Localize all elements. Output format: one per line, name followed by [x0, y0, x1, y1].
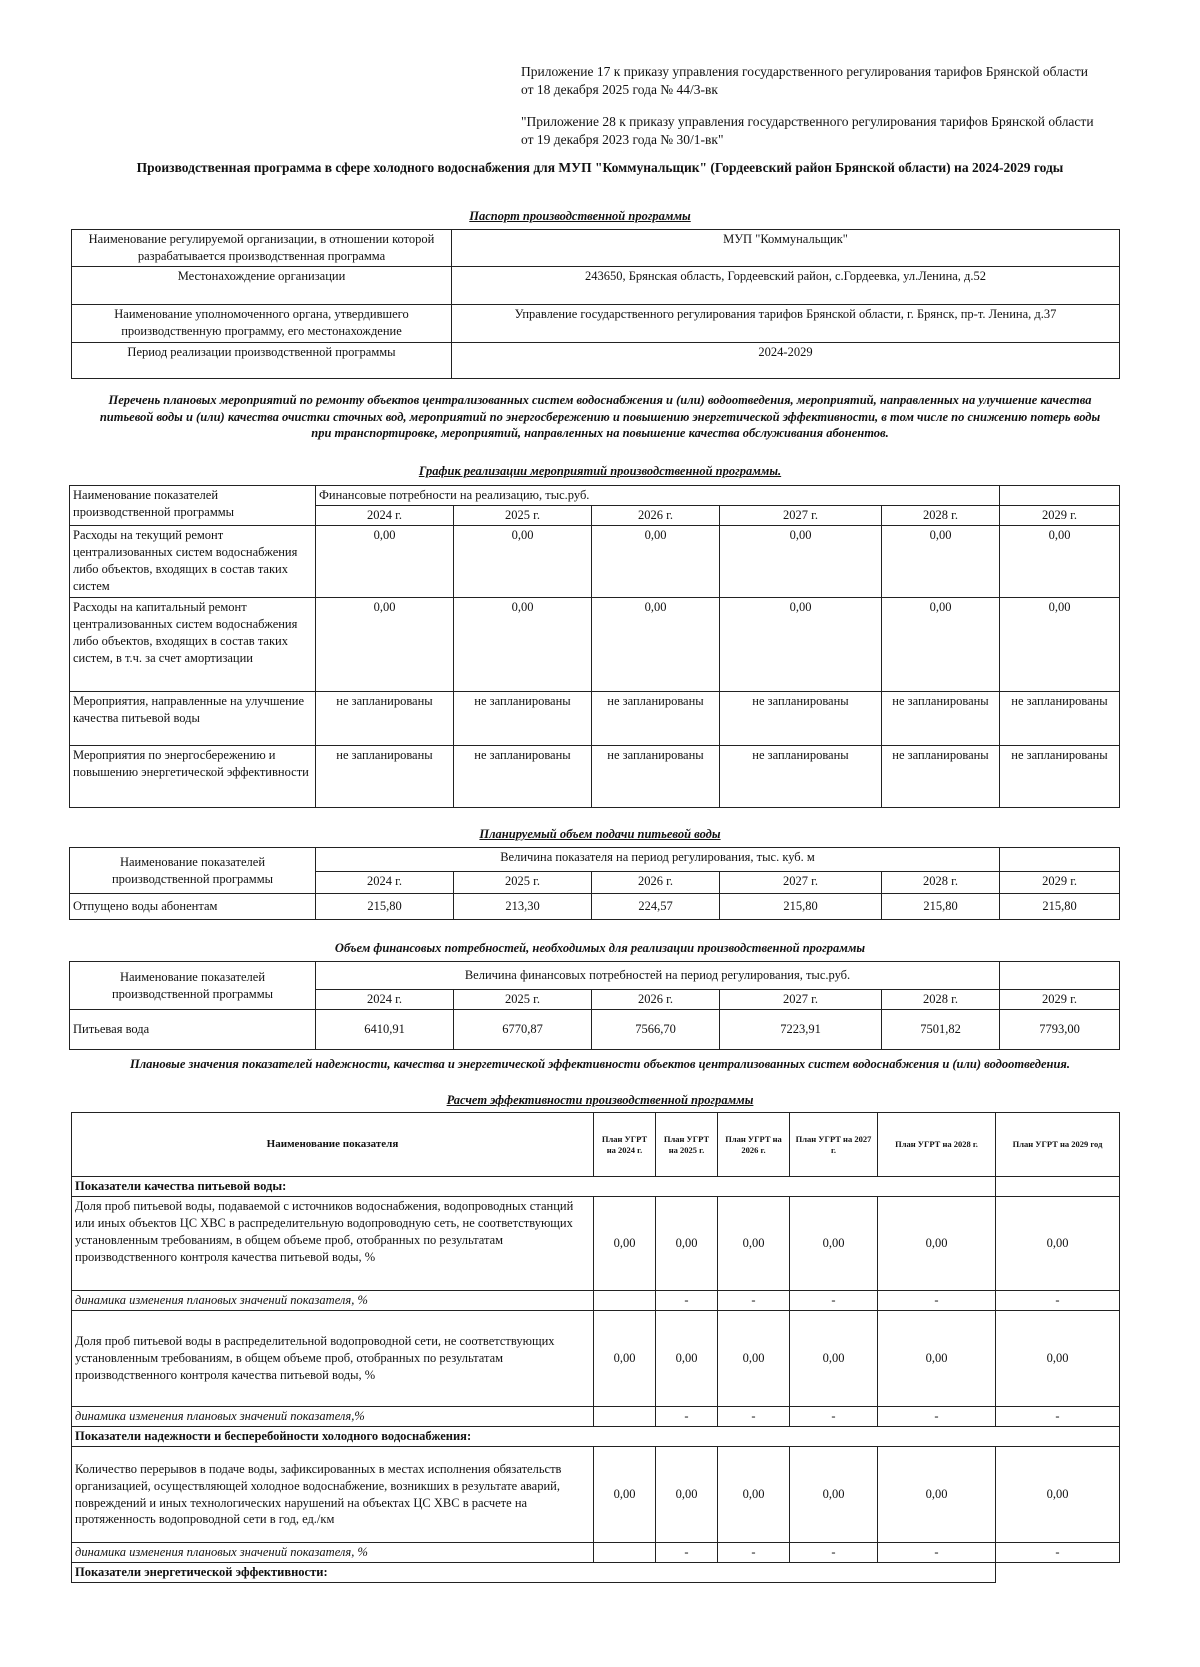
- section-heading: Показатели энергетической эффективности:: [72, 1563, 996, 1583]
- passport-value: МУП "Коммунальщик": [452, 230, 1120, 267]
- dynamics-row: [72, 1407, 1120, 1427]
- indicators-head-row: [72, 1113, 1120, 1177]
- measures-table: [69, 485, 1120, 808]
- year-header: 2024 г.: [316, 990, 454, 1010]
- cell-value: -: [878, 1543, 996, 1563]
- year-header: 2028 г.: [882, 872, 1000, 894]
- cell-value: не запланированы: [592, 746, 720, 808]
- passport-label: Период реализации производственной программы: [72, 342, 452, 378]
- year-header: 2029 г.: [1000, 506, 1120, 526]
- year-header: 2024 г.: [316, 506, 454, 526]
- table-row: [70, 746, 1120, 808]
- cell-value: -: [656, 1407, 718, 1427]
- indicators-caption: Плановые значения показателей надежности, качества и энергетической эффективности объектов централизованных систем водоснабжения и (или) водоотведения.: [130, 1057, 1070, 1071]
- plan-header: План УГРТ на 2029 год: [996, 1113, 1120, 1177]
- cell-value: 7793,00: [1000, 1010, 1120, 1050]
- finance-table: [69, 961, 1120, 1050]
- passport-label: Наименование уполномоченного органа, утвердившего производственную программу, его местонахождение: [72, 304, 452, 342]
- section-heading: Показатели надежности и бесперебойности холодного водоснабжения:: [72, 1427, 1120, 1447]
- cell-value: -: [790, 1543, 878, 1563]
- year-header: 2027 г.: [720, 872, 882, 894]
- cell-value: 215,80: [316, 894, 454, 920]
- dynamics-row: [72, 1543, 1120, 1563]
- cell-value: 0,00: [720, 598, 882, 692]
- row-label: Мероприятия, направленные на улучшение качества питьевой воды: [70, 692, 316, 746]
- cell-value: 7501,82: [882, 1010, 1000, 1050]
- indicators-table: [71, 1112, 1120, 1583]
- cell-value: 0,00: [882, 526, 1000, 598]
- cell-value: 0,00: [656, 1447, 718, 1543]
- year-header: 2027 г.: [720, 990, 882, 1010]
- cell-value: -: [996, 1291, 1120, 1311]
- section-row: [72, 1427, 1120, 1447]
- plan-header: План УГРТ на 2025 г.: [656, 1113, 718, 1177]
- cell-value: -: [718, 1543, 790, 1563]
- section-heading: Показатели качества питьевой воды:: [72, 1177, 996, 1197]
- section-row: [72, 1177, 1120, 1197]
- dynamics-row: [72, 1291, 1120, 1311]
- year-header: 2028 г.: [882, 990, 1000, 1010]
- cell-value: 0,00: [718, 1197, 790, 1291]
- volume-head-group: Величина показателя на период регулирования, тыс. куб. м: [316, 848, 1000, 872]
- cell-value: 215,80: [720, 894, 882, 920]
- row-label: Доля проб питьевой воды в распределительной водопроводной сети, не соответствующих установленным требованиям, в общем объеме проб, отобранных по результатам производственного контроля качества питьевой воды, %: [72, 1311, 594, 1407]
- row-label: Расходы на капитальный ремонт централизованных систем водоснабжения либо объектов, входящих в состав таких систем, в т.ч. за счет амортизации: [70, 598, 316, 692]
- measures-caption: Перечень плановых мероприятий по ремонту объектов централизованных систем водоснабжения и (или) водоотведения, мероприятий, направленных на улучшение качества питьевой воды и (или) качества очистки сточных вод, мероприятий по энергосбережению и повышению энергетической эффективности, в том числе по снижению потерь воды при транспортировке, мероприятий, направленных на повышение качества обслуживания абонентов.: [99, 393, 1101, 440]
- passport-label: Местонахождение организации: [72, 266, 452, 304]
- cell-value: 7566,70: [592, 1010, 720, 1050]
- cell-value: 0,00: [790, 1311, 878, 1407]
- table-row: [72, 1311, 1120, 1407]
- cell-value: -: [718, 1291, 790, 1311]
- cell-value: не запланированы: [720, 746, 882, 808]
- cell-value: 0,00: [592, 598, 720, 692]
- row-label: Количество перерывов в подаче воды, зафиксированных в местах исполнения обязательств организацией, осуществляющей холодное водоснабжение, возникших в результате аварий, повреждений и иных технологических нарушений на объектах ЦС ХВС в расчете на протяженность водопроводной сети в год, ед./км: [72, 1447, 594, 1543]
- cell-value: -: [996, 1407, 1120, 1427]
- year-header: 2025 г.: [454, 990, 592, 1010]
- finance-caption: Объем финансовых потребностей, необходимых для реализации производственной программы: [334, 941, 866, 955]
- cell-value: 0,00: [878, 1311, 996, 1407]
- cell-value: 0,00: [454, 526, 592, 598]
- cell-value: 0,00: [790, 1447, 878, 1543]
- cell-value: 0,00: [882, 598, 1000, 692]
- cell-value: -: [878, 1291, 996, 1311]
- volume-caption: Планируемый объем подачи питьевой воды: [479, 827, 721, 841]
- measures-head-label: Наименование показателей производственной программы: [70, 486, 316, 526]
- cell-value: 0,00: [878, 1197, 996, 1291]
- cell-value: 0,00: [996, 1197, 1120, 1291]
- cell-value: 0,00: [592, 526, 720, 598]
- cell-value: не запланированы: [882, 746, 1000, 808]
- appendix-original-note: "Приложение 28 к приказу управления государственного регулирования тарифов Брянской области от 19 декабря 2023 года № 30/1-вк": [521, 113, 1094, 147]
- cell-value: -: [656, 1543, 718, 1563]
- cell-value: -: [996, 1543, 1120, 1563]
- passport-value: Управление государственного регулирования тарифов Брянской области, г. Брянск, пр-т. Ленина, д.37: [452, 304, 1120, 342]
- cell-value: не запланированы: [454, 692, 592, 746]
- cell-value: 0,00: [594, 1197, 656, 1291]
- cell-value: 224,57: [592, 894, 720, 920]
- cell-value: -: [790, 1407, 878, 1427]
- volume-head-label: Наименование показателей производственной программы: [70, 848, 316, 894]
- plan-header: План УГРТ на 2024 г.: [594, 1113, 656, 1177]
- passport-row: [72, 266, 1120, 304]
- row-label: динамика изменения плановых значений показателя,%: [72, 1407, 594, 1427]
- row-label: Доля проб питьевой воды, подаваемой с источников водоснабжения, водопроводных станций или иных объектов ЦС ХВС в распределительную водопроводную сеть, не соответствующих установленным требованиям, в общем объеме проб, отобранных по результатам производственного контроля качества питьевой воды, %: [72, 1197, 594, 1291]
- cell-value: -: [718, 1407, 790, 1427]
- cell-value: 0,00: [656, 1197, 718, 1291]
- cell-value: 0,00: [316, 598, 454, 692]
- year-header: 2026 г.: [592, 990, 720, 1010]
- year-header: 2026 г.: [592, 506, 720, 526]
- cell-value: 0,00: [656, 1311, 718, 1407]
- cell-value: 6410,91: [316, 1010, 454, 1050]
- cell-value: 0,00: [718, 1447, 790, 1543]
- cell-value: 0,00: [996, 1447, 1120, 1543]
- cell-value: не запланированы: [1000, 692, 1120, 746]
- table-row: [70, 526, 1120, 598]
- passport-row: [72, 342, 1120, 378]
- year-header: 2026 г.: [592, 872, 720, 894]
- cell-value: 0,00: [790, 1197, 878, 1291]
- year-header: 2029 г.: [1000, 990, 1120, 1010]
- table-row: [72, 1197, 1120, 1291]
- plan-header: План УГРТ на 2026 г.: [718, 1113, 790, 1177]
- cell-value: [594, 1291, 656, 1311]
- indicators-head-label: Наименование показателя: [72, 1113, 594, 1177]
- cell-value: 0,00: [454, 598, 592, 692]
- passport-value: 2024-2029: [452, 342, 1120, 378]
- row-label: динамика изменения плановых значений показателя, %: [72, 1291, 594, 1311]
- cell-value: не запланированы: [316, 746, 454, 808]
- cell-value: 0,00: [718, 1311, 790, 1407]
- year-header: 2025 г.: [454, 506, 592, 526]
- cell-value: 0,00: [594, 1447, 656, 1543]
- cell-value: 0,00: [1000, 598, 1120, 692]
- finance-head-label: Наименование показателей производственной программы: [70, 962, 316, 1010]
- cell-value: не запланированы: [316, 692, 454, 746]
- row-label: Отпущено воды абонентам: [70, 894, 316, 920]
- cell-value: не запланированы: [454, 746, 592, 808]
- plan-header: План УГРТ на 2027 г.: [790, 1113, 878, 1177]
- table-row: [70, 692, 1120, 746]
- plan-header: План УГРТ на 2028 г.: [878, 1113, 996, 1177]
- row-label: Расходы на текущий ремонт централизованных систем водоснабжения либо объектов, входящих в состав таких систем: [70, 526, 316, 598]
- cell-value: 215,80: [1000, 894, 1120, 920]
- cell-value: не запланированы: [1000, 746, 1120, 808]
- year-header: 2028 г.: [882, 506, 1000, 526]
- year-header: 2029 г.: [1000, 872, 1120, 894]
- row-label: динамика изменения плановых значений показателя, %: [72, 1543, 594, 1563]
- passport-label: Наименование регулируемой организации, в отношении которой разрабатывается производственная программа: [72, 230, 452, 267]
- cell-value: [594, 1543, 656, 1563]
- cell-value: -: [656, 1291, 718, 1311]
- year-header: 2024 г.: [316, 872, 454, 894]
- cell-value: 0,00: [878, 1447, 996, 1543]
- row-label: Питьевая вода: [70, 1010, 316, 1050]
- cell-value: 0,00: [996, 1311, 1120, 1407]
- cell-value: 0,00: [594, 1311, 656, 1407]
- cell-value: 7223,91: [720, 1010, 882, 1050]
- measures-subcaption: График реализации мероприятий производственной программы.: [418, 464, 782, 478]
- passport-row: [72, 304, 1120, 342]
- cell-value: -: [790, 1291, 878, 1311]
- indicators-subcaption: Расчет эффективности производственной программы: [446, 1093, 754, 1107]
- cell-value: не запланированы: [592, 692, 720, 746]
- passport-value: 243650, Брянская область, Гордеевский район, с.Гордеевка, ул.Ленина, д.52: [452, 266, 1120, 304]
- year-header: 2025 г.: [454, 872, 592, 894]
- table-row: [70, 894, 1120, 920]
- cell-value: 215,80: [882, 894, 1000, 920]
- cell-value: 6770,87: [454, 1010, 592, 1050]
- table-row: [70, 598, 1120, 692]
- year-header: 2027 г.: [720, 506, 882, 526]
- passport-caption: Паспорт производственной программы: [469, 209, 691, 223]
- document-header: [521, 63, 1101, 163]
- cell-value: не запланированы: [720, 692, 882, 746]
- volume-table: [69, 847, 1120, 920]
- table-row: [72, 1447, 1120, 1543]
- passport-row: [72, 230, 1120, 267]
- table-row: [70, 1010, 1120, 1050]
- cell-value: -: [878, 1407, 996, 1427]
- cell-value: 0,00: [316, 526, 454, 598]
- cell-value: 0,00: [1000, 526, 1120, 598]
- section-row: [72, 1563, 1120, 1583]
- passport-table: [71, 229, 1120, 379]
- row-label: Мероприятия по энергосбережению и повышению энергетической эффективности: [70, 746, 316, 808]
- measures-head-group: Финансовые потребности на реализацию, тыс.руб.: [316, 486, 1000, 506]
- page-title: Производственная программа в сфере холодного водоснабжения для МУП "Коммунальщик" (Гордеевский район Брянской области) на 2024-2029 годы: [136, 160, 1064, 175]
- cell-value: 0,00: [720, 526, 882, 598]
- cell-value: 213,30: [454, 894, 592, 920]
- cell-value: [594, 1407, 656, 1427]
- cell-value: не запланированы: [882, 692, 1000, 746]
- appendix-note: Приложение 17 к приказу управления государственного регулирования тарифов Брянской области от 18 декабря 2025 года № 44/3-вк: [521, 64, 1089, 97]
- finance-head-group: Величина финансовых потребностей на период регулирования, тыс.руб.: [316, 962, 1000, 990]
